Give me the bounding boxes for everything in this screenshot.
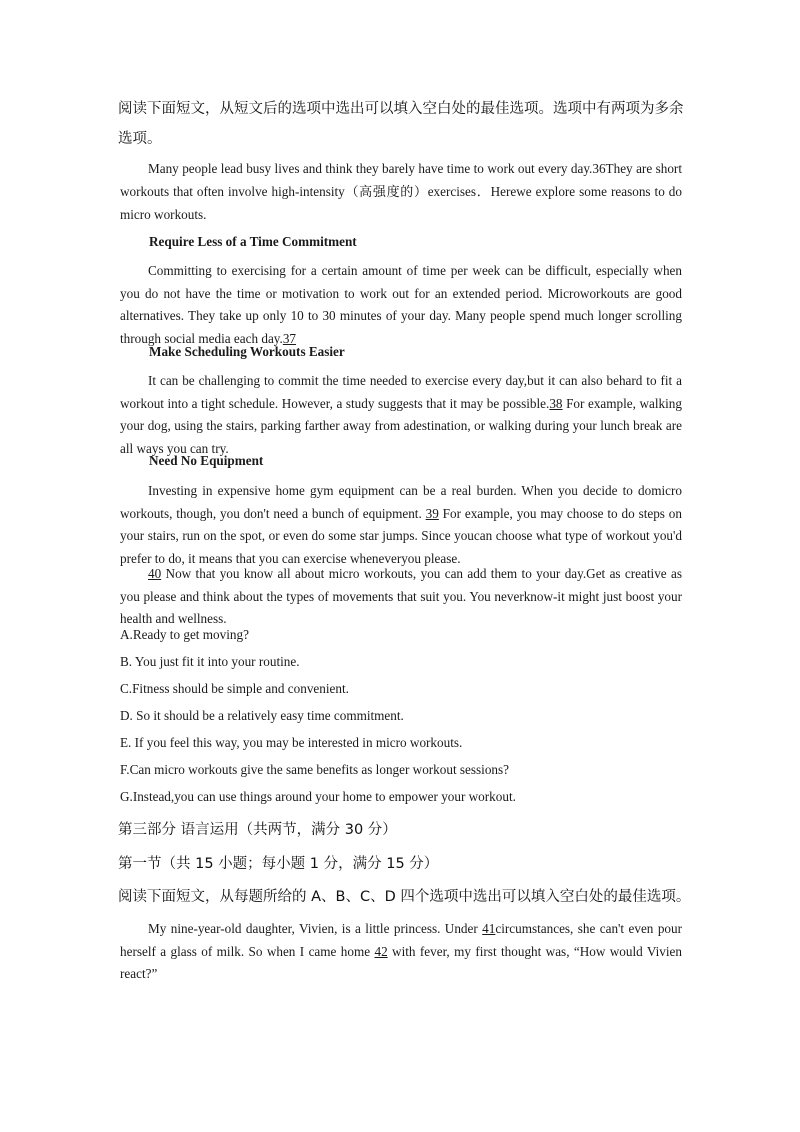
paragraph-2-text-1: It can be challenging to commit the time needed to exercise every day,but it can also behard to fit a workout into a tight schedule. However, a study suggests that it may be possible. [120,373,682,411]
intro-text-3: exercises．Herewe explore some reasons to do micro workouts. [120,183,682,222]
cloze-text-1: My nine-year-old daughter, Vivien, is a little princess. Under [148,921,483,936]
blank-36: 36 [592,161,606,176]
cloze-text-2: circumstances, she can't even pour herself a glass of milk. So when I came home [120,921,682,959]
paragraph-1-text: Committing to exercising for a certain amount of time per week can be difficult, especially when you do not have the time or motivation to work out for an extended period. Microworkouts are good alternatives. They take up only 10 to 30 minutes of your day. Many people spend much longer scrolling through social media each day. [120,263,682,346]
paragraph-time-commitment [120,260,682,350]
blank-40: 40 [148,566,162,581]
heading-time-commitment: Require Less of a Time Commitment [149,234,357,249]
blank-37: 37 [282,330,297,346]
intro-paragraph [120,158,682,227]
heading-scheduling: Make Scheduling Workouts Easier [149,344,345,359]
paragraph-equipment [120,480,682,570]
paragraph-4-text: Now that you know all about micro workouts, you can add them to your day.Get as creative as you please and think about the types of movements that suit you. You neverknow-it might just boost your health and wellness. [120,566,682,626]
paragraph-3-text-2: For example, you may choose to do steps on your stairs, run on the spot, or even do some star jumps. Since youcan choose what type of workout you'd prefer to do, it means that you can exercise wheneveryou please. [120,505,682,566]
option-a: A.Ready to get moving? [120,627,249,642]
heading-equipment: Need No Equipment [149,453,264,468]
option-d: D. So it should be a relatively easy time commitment. [120,708,404,723]
reading-instruction: 阅读下面短文，从短文后的选项中选出可以填入空白处的最佳选项。选项中有两项为多余选项。 [118,101,684,147]
option-e: E. If you feel this way, you may be interested in micro workouts. [120,735,463,750]
paragraph-scheduling [120,370,682,460]
option-b: B. You just fit it into your routine. [120,654,300,669]
intro-chinese-gloss: （高强度的） [344,184,428,200]
cloze-paragraph [120,918,682,986]
option-f: F.Can micro workouts give the same benefits as longer workout sessions? [120,762,510,777]
paragraph-2-text-2: For example, walking your dog, using the stairs, parking farther away from adestination, or walking during your lunch break are all ways you can try. [120,395,682,456]
blank-39: 39 [425,505,439,521]
blank-42: 42 [374,943,388,959]
intro-text-1: Many people lead busy lives and think they barely have time to work out every day. [148,161,593,176]
blank-41: 41 [482,921,496,936]
cloze-instruction: 阅读下面短文，从每题所给的 A、B、C、D 四个选项中选出可以填入空白处的最佳选项。 [118,889,691,905]
cloze-text-3: with fever, my first thought was, “How would Vivien react?” [120,943,682,981]
option-c: C.Fitness should be simple and convenient. [120,681,349,696]
blank-38: 38 [549,395,563,411]
part-three-title: 第三部分 语言运用（共两节，满分 30 分） [118,822,397,838]
section-one-title: 第一节（共 15 小题；每小题 1 分，满分 15 分） [118,856,439,872]
paragraph-3-text-1: Investing in expensive home gym equipment can be a real burden. When you decide to domicro workouts, though, you don't need a bunch of equipment. [120,483,682,521]
paragraph-conclusion [120,563,682,631]
intro-text-2: They are short workouts that often involve high-intensity [120,161,682,199]
option-g: G.Instead,you can use things around your home to empower your workout. [120,789,516,804]
